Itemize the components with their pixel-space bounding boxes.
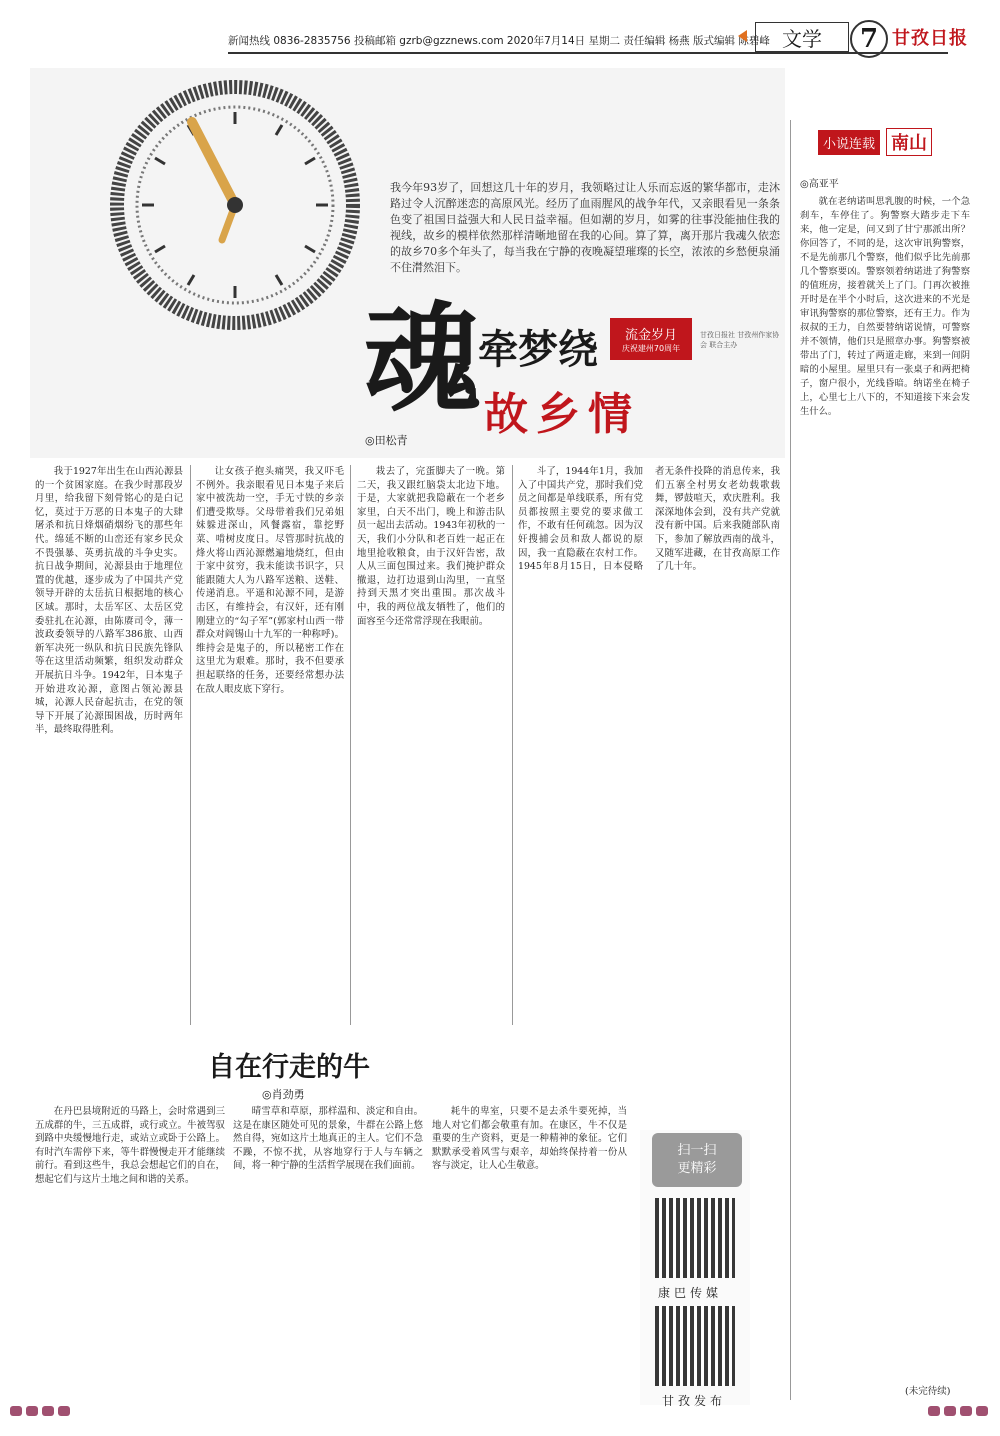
page-number: 7	[850, 20, 888, 58]
badge-caption: 甘孜日报社 甘孜州作家协会 联合主办	[700, 331, 780, 349]
column-divider	[190, 465, 191, 1025]
article-column-3: 栽去了，完蛋脚夫了一晚。第二天，我又跟红脑袋太北边下地。于是，大家就把我隐蔽在一个老乡家里，白天不出门，晚上和游击队员一起出去活动。1943年初秋的一天，我们小分队和老百姓一起正在地里抢收粮食，由于汉奸告密，敌人从三面包围过来。我们掩护群众撤退，边打边退到山沟里，一直坚持到天黑才突出重围。那次战斗中，我的两位战友牺牲了，他们的面容至今还常常浮现在我眼前。	[357, 466, 505, 627]
qr-code-icon[interactable]	[655, 1198, 735, 1278]
masthead-logo: 甘孜日报	[892, 28, 968, 49]
right-column-divider	[790, 120, 791, 1400]
headline-line-2: 故乡情	[484, 389, 640, 440]
column-badge	[610, 318, 692, 360]
feature-byline: ◎田松青	[365, 434, 408, 447]
clock-illustration	[110, 80, 360, 330]
footer-ornament-icon	[928, 1404, 988, 1418]
footer-ornament-icon	[10, 1404, 70, 1418]
headline-big-char: 魂	[363, 289, 482, 428]
second-article-column-3: 耗牛的卑室，只要不是去杀牛要死掉，当地人对它们都会敬重有加。在康区，牛不仅是重要的生产资料，更是一种精神的象征。它们默默承受着风雪与艰辛，却始终保持着一份从容与淡定，让人心生敬意。	[432, 1106, 627, 1172]
qr-label-kangba: 康巴传媒	[658, 1286, 723, 1300]
headline-line-1: 牵梦绕	[478, 327, 598, 373]
second-article-column-1: 在丹巴县境附近的马路上，会时常遇到三五成群的牛，三五成群，或行或立。牛被驾驭到路中央缓慢地行走，或站立或卧于公路上。有时汽车需停下来，等牛群慢慢走开才能继续前行。看到这些牛，我总会想起它们的自在，想起它们与这片土地之间和谐的关系。	[35, 1106, 225, 1185]
article-column-1: 我于1927年出生在山西沁源县的一个贫困家庭。在我少时那段岁月里，给我留下刻骨铭心的是白记忆，莫过于万恶的日本鬼子的大肆屠杀和抗日烽烟硝烟纷飞的那些年代。绵延不断的山峦还有家乡民众不畏强暴、英勇抗战的斗争史实。抗日战争期间，沁源县由于地理位置的优越，逐步成为了中国共产党领导开辟的太岳抗日根据地的核心区域。那时，太岳军区、太岳区党委驻扎在沁源，由陈赓司令，薄一波政委领导的八路军386旅、山西新军决死一纵队和抗日民族先锋队等在这里活动频繁，组织发动群众开展抗日斗争。1942年，日本鬼子开始进攻沁源，意图占领沁源县城，沁源人民奋起抗击，在党的领导下开展了沁源围困战，历时两年半，最终取得胜利。	[35, 466, 183, 736]
second-article-title: 自在行走的牛	[208, 1052, 370, 1083]
section-label: 文学	[755, 22, 849, 52]
column-divider	[350, 465, 351, 1025]
scan-prompt	[652, 1133, 742, 1187]
header-divider	[228, 52, 948, 54]
article-column-2: 让女孩子抱头痛哭，我又吓毛不例外。我亲眼看见日本鬼子来后家中被洗劫一空，手无寸铁的乡亲们遭受欺辱。父母带着我们兄弟姐妹躲进深山，风餐露宿，靠挖野菜、啃树皮度日。尽管那时抗战的烽火将山西沁源燃遍地烧红，但由于家中贫穷，我未能读书识字，只能跟随大人为八路军送粮、送鞋、传递消息。平遥和沁源不同，是游击区，有维持会，有汉奸，还有刚刚建立的“勾子军”(郭家村山西一带群众对阎锡山十九军的一种称呼)。维持会是鬼子的，所以秘密工作在这里尤为艰难。那时，我不但要承担起联络的任务，还要经常想办法在敌人眼皮底下穿行。	[196, 466, 344, 695]
badge-sub: 庆祝建州70周年	[621, 344, 681, 353]
column-divider	[512, 465, 513, 1025]
arrow-left-icon	[738, 30, 747, 42]
qr-code-icon[interactable]	[655, 1306, 735, 1386]
second-article-byline: ◎肖劲勇	[262, 1088, 305, 1101]
scan-label-1: 扫一扫	[677, 1143, 717, 1158]
serial-byline: ◎高亚平	[800, 179, 839, 190]
second-article-column-2: 晴雪草和草原，那样温和、淡定和自由。这是在康区随处可见的景象，牛群在公路上悠然自得，宛如这片土地真正的主人。它们不急不躁，不惊不扰，从容地穿行于人与车辆之间，将一种宁静的生活哲学展现在我们面前。	[233, 1106, 423, 1172]
article-column-4: 斗了，1944年1月，我加入了中国共产党，那时我们党员之间都是单线联系，所有党员都按照主要党的要求做工作，不敢有任何疏忽。因为汉奸搜捕会员和敌人都说的原因，我一直隐蔽在农村工作。1945年8月15日，日本侵略者无条件投降的消息传来，我们五寨全村男女老幼载歌载舞，锣鼓喧天，欢庆胜利。我深深地体会到，没有共产党就没有新中国。后来我随部队南下，参加了解放西南的战斗，又随军进藏，在甘孜高原工作了几十年。	[518, 466, 780, 573]
scan-label-2: 更精彩	[677, 1161, 717, 1176]
serial-text: 就在老纳诺叫思乳腹的时候，一个急刹车，车停住了。狗警察大踏步走下车来，他一定是，问又到了甘宁那派出所？你回答了，不同的是，这次审讯狗警察，不是先前那几个警察，他们似乎比先前那几个警察要凶。警察领着纳诺进了狗警察的值班房，接着就关上了门。门再次被推开时是在半个小时后，这次进来的不光是审讯狗警察的那位警察，还有王力。作为叔叔的王力，自然要替纳诺说情，可警察并不领情，他们只是照章办事。狗警察被带出了门，转过了两道走廊，来到一间阴暗的小屋里。屋里只有一张桌子和两把椅子，窗户很小，光线昏暗。纳诺坐在椅子上，心里七上八下的，不知道接下来会发生什么。	[800, 196, 970, 417]
serial-header	[818, 128, 958, 156]
badge-text: 流金岁月	[624, 328, 677, 343]
header-info: 新闻热线 0836-2835756 投稿邮箱 gzrb@gzznews.com 2020年7月14日 星期二 责任编辑 杨燕 版式编辑 陈碧峰	[228, 35, 770, 47]
feature-intro: 我今年93岁了，回想这几十年的岁月，我领略过让人乐而忘返的繁华都市，走沐路过令人沉醉迷恋的高原风光。经历了血雨腥风的战争年代，又亲眼看见一条条色变了祖国日益强大和人民日益幸福。但如潮的岁月，如雾的往事没能抽住我的视线，故乡的模样依然那样清晰地留在我的心间。算了算，离开那片我魂久依恋的故乡70多个年头了，每当我在宁静的夜晚凝望璀璨的长空，浓浓的乡愁便泉涌不住潸然泪下。	[390, 181, 780, 274]
serial-name: 南山	[886, 128, 932, 156]
qr-label-ganzi: 甘孜发布	[662, 1394, 727, 1408]
serial-tag: 小说连载	[818, 130, 880, 155]
serial-end-note: (未完待续)	[905, 1386, 951, 1397]
